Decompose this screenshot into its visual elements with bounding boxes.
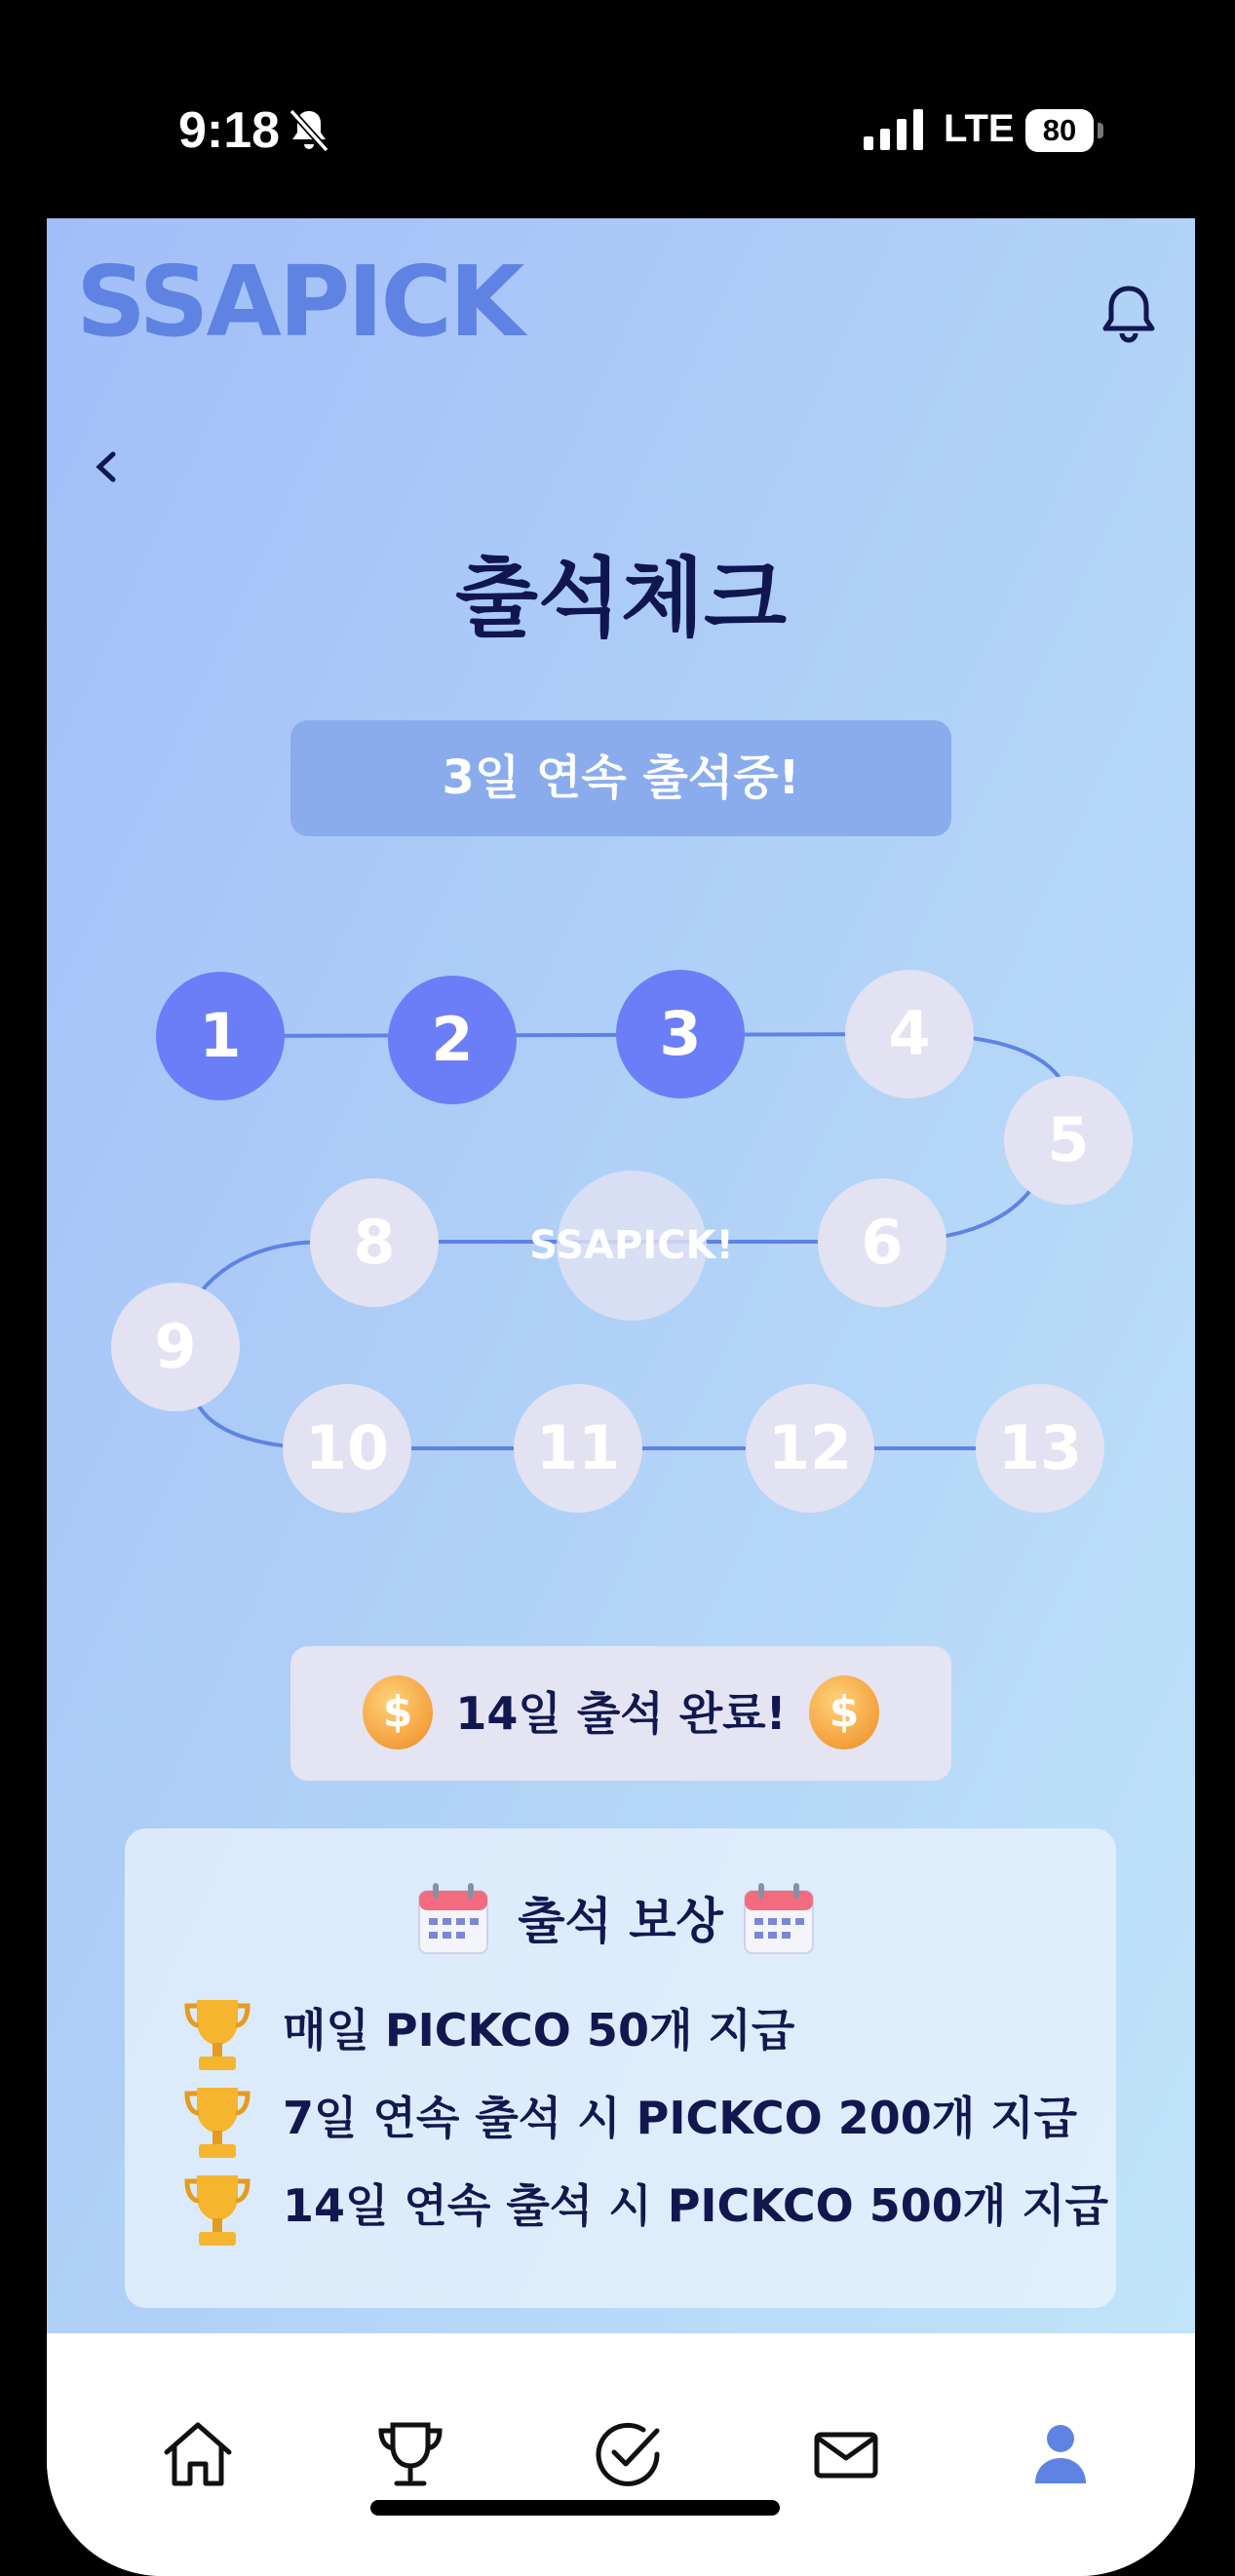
day-circle-3[interactable]: 3 [616,970,745,1098]
reward-item: 14일 연속 출석 시 PICKCO 500개 지급 [283,2179,1109,2232]
completion-badge [290,1646,951,1781]
home-icon[interactable] [159,2415,237,2493]
day-circle-13[interactable]: 13 [976,1384,1104,1513]
attendance-screen [47,218,1195,2576]
day-circle-11[interactable]: 11 [514,1384,642,1513]
streak-badge: 3일 연속 출석중! [290,720,951,836]
page-title: 출석체크 [454,548,788,648]
battery-indicator: 80 [1025,109,1094,152]
rewards-title: 출석 보상 [518,1893,723,1949]
day-circle-8[interactable]: 8 [310,1178,439,1307]
profile-icon[interactable] [1022,2415,1100,2493]
day-circle-10[interactable]: 10 [283,1384,411,1513]
day-circle-2[interactable]: 2 [388,976,517,1104]
coin-icon: $ [809,1675,879,1749]
day-circle-4[interactable]: 4 [845,970,974,1098]
mail-icon[interactable] [807,2415,885,2493]
day-circle-9[interactable]: 9 [111,1283,240,1411]
rewards-card [125,1828,1116,2308]
reward-item: 매일 PICKCO 50개 지급 [283,2004,795,2057]
day-circle-1[interactable]: 1 [156,972,285,1100]
network-label: LTE [944,107,1015,150]
trophy-icon [183,2084,251,2162]
trophy-icon [183,1996,251,2074]
trophy-icon [183,2172,251,2249]
check-tab-icon[interactable] [589,2415,667,2493]
status-time: 9:18 [178,102,281,159]
app-logo[interactable]: SSAPICK [76,245,522,359]
center-label: SSAPICK! [529,1223,734,1268]
day-circle-12[interactable]: 12 [746,1384,874,1513]
completion-text: 14일 출석 완료! [455,1687,787,1740]
trophy-tab-icon[interactable] [371,2415,449,2493]
home-indicator [370,2500,780,2516]
coin-icon: $ [363,1675,433,1749]
calendar-icon [743,1881,815,1955]
bell-muted-icon [288,107,330,154]
battery-tip [1098,123,1103,138]
reward-item: 7일 연속 출석 시 PICKCO 200개 지급 [283,2092,1078,2144]
day-circle-6[interactable]: 6 [818,1178,946,1307]
bottom-tab-bar [47,2333,1195,2576]
day-circle-5[interactable]: 5 [1004,1076,1133,1205]
status-bar [0,0,1235,218]
signal-icon [864,109,924,150]
